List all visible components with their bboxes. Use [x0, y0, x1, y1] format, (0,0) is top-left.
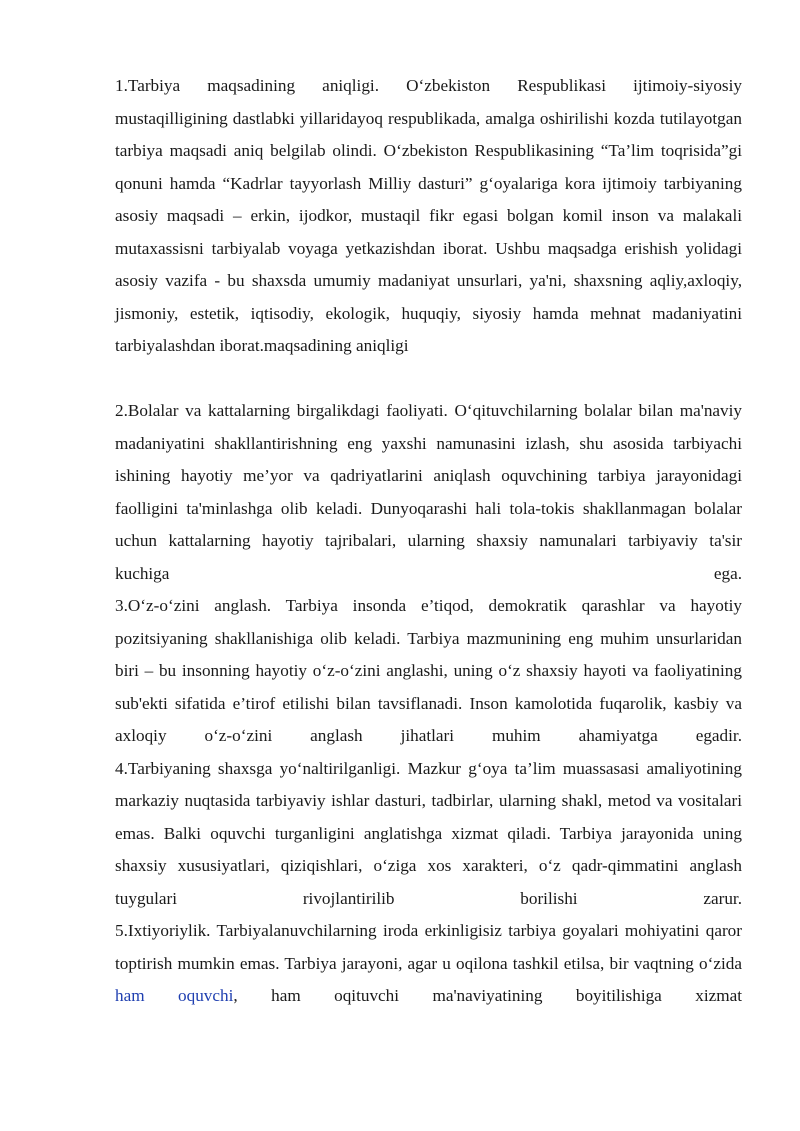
paragraph-3: 3.O‘z-o‘zini anglash. Tarbiya insonda e’tiqod, demokratik qarashlar va hayotiy pozitsiyaning shakllanishiga olib keladi. Tarbiya mazmunining eng muhim unsurlaridan biri – bu insonning hayotiy o‘z-o‘zini anglashi, uning o‘z shaxsiy hayoti va faoliyatining sub'ekti sifatida e’tirof etilishi bilan tavsiflanadi. Inson kamolotida fuqarolik, kasbiy va axloqiy o‘z-o‘zini anglash jihatlari muhim ahamiyatga egadir.	[115, 596, 742, 745]
paragraph-5	[115, 915, 742, 1013]
paragraph-5-text-after: , ham oqituvchi ma'naviyatining boyitilishiga xizmat	[233, 986, 742, 1005]
hyperlink-ham-oquvchi[interactable]: ham oquvchi	[115, 986, 234, 1005]
paragraph-1: 1.Tarbiya maqsadining aniqligi. O‘zbekiston Respublikasi ijtimoiy-siyosiy mustaqilligining dastlabki yillaridayoq respublikada, amalga oshirilishi kozda tutilayotgan tarbiya maqsadi aniq belgilab olindi. O‘zbekiston Respublikasining “Ta’lim toqrisida”gi qonuni hamda “Kadrlar tayyorlash Milliy dasturi” g‘oyalariga kora ijtimoiy tarbiyaning asosiy maqsadi – erkin, ijodkor, mustaqil fikr egasi bolgan komil inson va malakali mutaxassisni tarbiyalab voyaga yetkazishdan iborat. Ushbu maqsadga erishish yolidagi asosiy vazifa - bu shaxsda umumiy madaniyat unsurlari, ya'ni, shaxsning aqliy,axloqiy, jismoniy, estetik, iqtisodiy, ekologik, huquqiy, siyosiy hamda mehnat madaniyatini tarbiyalashdan iborat.maqsadining aniqligi	[115, 76, 742, 355]
paragraph-4: 4.Tarbiyaning shaxsga yo‘naltirilganligi. Mazkur g‘oya ta’lim muassasasi amaliyotining markaziy nuqtasida tarbiyaviy ishlar dasturi, tadbirlar, ularning shakl, metod va vositalari emas. Balki oquvchi turganligini anglatishga xizmat qiladi. Tarbiya jarayonida uning shaxsiy xususiyatlari, qiziqishlari, o‘ziga xos xarakteri, o‘z qadr-qimmatini anglash tuygulari rivojlantirilib borilishi zarur.	[115, 758, 742, 908]
paragraph-5-text-before: 5.Ixtiyoriylik. Tarbiyalanuvchilarning iroda erkinligisiz tarbiya goyalari mohiyatini qaror toptirish mumkin emas. Tarbiya jarayoni, agar u oqilona tashkil etilsa, bir vaqtning o‘zida	[115, 921, 742, 973]
document-body	[115, 70, 742, 1013]
paragraph-2: 2.Bolalar va kattalarning birgalikdagi faoliyati. O‘qituvchilarning bolalar bilan ma'naviy madaniyatini shakllantirishning eng yaxshi namunasini izlash, shu asosida tarbiyachi ishining hayotiy me’yor va qadriyatlarini aniqlash oquvchining tarbiya jarayonidagi faolligini ta'minlashga olib keladi. Dunyoqarashi hali tola-tokis shakllanmagan bolalar uchun kattalarning hayotiy tajribalari, ularning shaxsiy namunalari tarbiyaviy ta'sir kuchiga ega.	[115, 401, 742, 583]
